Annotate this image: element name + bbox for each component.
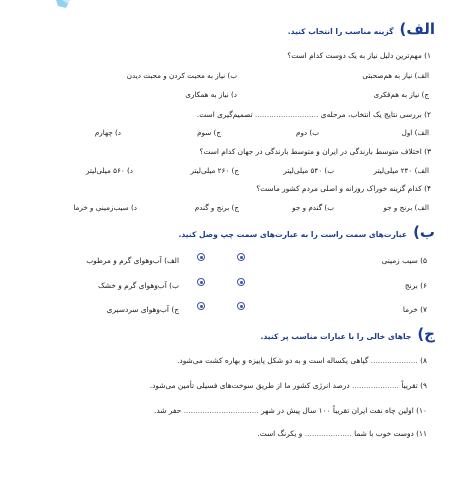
question-4-option-a[interactable]: الف) برنج و جو [383,203,429,212]
fill-item-8 [177,356,427,365]
question-4-option-c[interactable]: ج) برنج و گندم [194,203,239,212]
section-a-title: گزینه مناسب را انتخاب کنید. [287,27,394,36]
fill-item-11-blank[interactable]: .................... [304,429,352,438]
question-1-option-b[interactable]: ب) نیاز به محبت کردن و محبت دیدن [126,71,237,80]
question-3-option-c[interactable]: ج) ۲۶۰ میلی‌لیتر [190,166,239,175]
match-left-dot-c[interactable] [197,302,205,310]
question-1-option-d[interactable]: د) نیاز به همکاری [185,90,237,99]
question-4-option-b[interactable]: ب) گندم و جو [292,203,334,212]
fill-item-10-num: ۱۰) اولین چاه نفت ایران تقریباً ۱۰۰ سال پیش در شهر [261,406,427,415]
fill-item-11 [257,429,427,438]
fill-item-11-text: و یکرنگ است. [257,429,303,438]
match-left-dot-b[interactable] [197,278,205,286]
question-4-text: ۴) کدام گزینه خوراک روزانه و اصلی مردم کشور ماست؟ [256,184,431,193]
fill-item-10-blank[interactable]: ................................ [183,406,259,415]
question-2-option-d[interactable]: د) چهارم [94,128,121,137]
section-c-header [261,327,435,342]
match-right-dot-7[interactable] [237,302,245,310]
fill-item-8-num: ۸) [420,356,427,365]
match-right-item-7: ۷) خرما [402,305,427,314]
question-1-option-c[interactable]: ج) نیاز به هم‌فکری [373,90,429,99]
question-3-text: ۳) اختلاف متوسط بارندگی در ایران و متوسط بارندگی در جهان کدام است؟ [199,147,431,156]
section-a-letter: الف) [399,20,435,38]
match-right-item-6: ۶) برنج [404,281,427,290]
section-c-title: جاهای خالی را با عبارات مناسب پر کنید. [260,332,412,341]
question-2-text-before: ۲) بررسی نتایج یک انتخاب، مرحله‌ی [320,110,431,119]
match-left-item-c: ج) آب‌وهوای سردسیری [106,305,179,314]
match-left-item-a: الف) آب‌وهوای گرم و مرطوب [86,256,179,265]
fill-item-8-blank[interactable]: .................... [370,356,418,365]
match-right-dot-5[interactable] [237,253,245,261]
section-a-header [288,22,435,37]
question-2-option-b[interactable]: ب) دوم [296,128,319,137]
question-3-option-d[interactable]: د) ۵۶۰ میلی‌لیتر [85,166,133,175]
section-b-letter: ب) [413,223,435,241]
question-2-option-a[interactable]: الف) اول [401,128,429,137]
fill-item-9-text: درصد انرژی کشور ما از طریق سوخت‌های فسیلی تأمین می‌شود. [149,381,350,390]
match-right-item-5: ۵) سیب زمینی [381,256,427,265]
fill-item-9-blank[interactable]: .................... [352,381,399,390]
section-c-letter: ج) [417,325,435,343]
fill-item-9-num: ۹) تقریباً [401,381,427,390]
section-b-header [178,225,435,240]
fill-item-11-num: ۱۱) دوست خوب با شما [354,429,427,438]
question-1-text: ۱) مهم‌ترین دلیل نیاز به یک دوست کدام است؟ [287,51,431,60]
fill-item-8-text: گیاهی یکساله است و به دو شکل پاییزه و بهاره کشت می‌شود. [177,356,369,365]
match-left-dot-a[interactable] [197,253,205,261]
question-1-option-a[interactable]: الف) نیاز به هم‌صحبتی [362,71,429,80]
question-2-text-after: تصمیم‌گیری است. [196,110,253,119]
question-2-blank[interactable]: ........................... [254,110,319,119]
question-4-option-d[interactable]: د) سیب‌زمینی و خرما [73,203,137,212]
fill-item-9 [150,381,427,390]
fill-item-10-text: حفر شد. [154,406,182,415]
fill-item-10 [154,406,427,415]
match-left-item-b: ب) آب‌وهوای گرم و خشک [98,281,179,290]
question-2-text [197,110,431,119]
section-b-title: عبارت‌های سمت راست را به عبارت‌های سمت چپ وصل کنید. [178,230,408,239]
question-3-option-a[interactable]: الف) ۲۴۰ میلی‌لیتر [373,166,429,175]
question-3-option-b[interactable]: ب) ۵۴۰ میلی‌لیتر [283,166,334,175]
question-2-option-c[interactable]: ج) سوم [197,128,221,137]
match-right-dot-6[interactable] [237,278,245,286]
